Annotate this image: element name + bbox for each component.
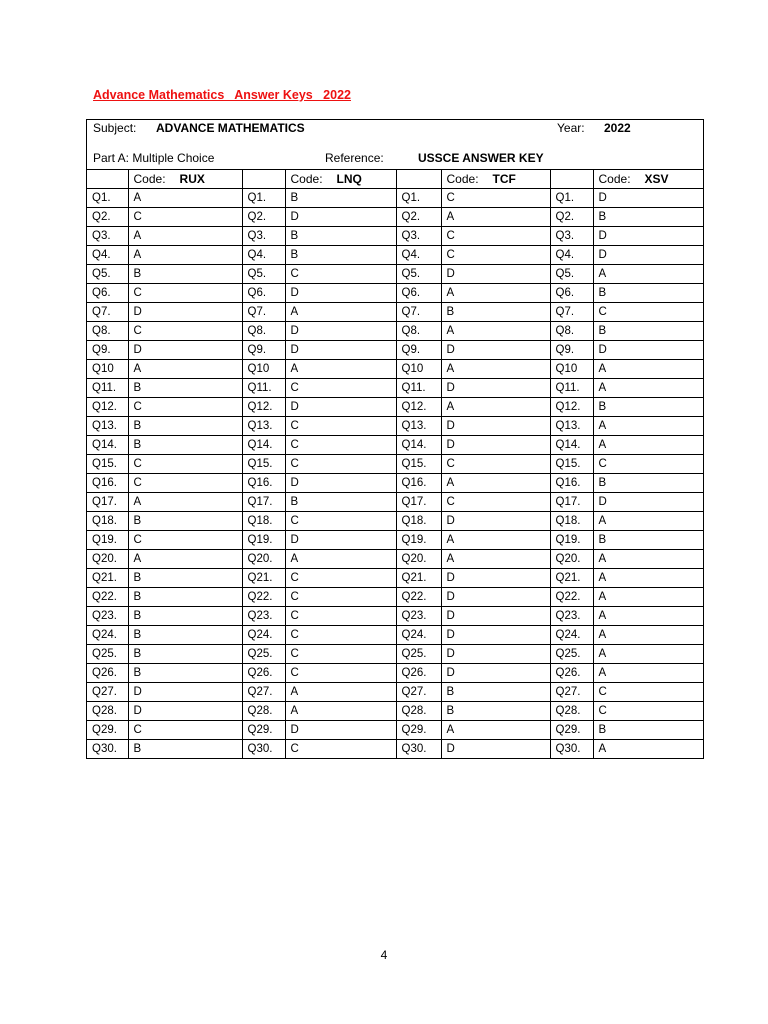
answer-cell: A — [285, 360, 396, 379]
answer-cell: A — [593, 607, 703, 626]
subject-label: Subject: — [93, 121, 137, 135]
question-number: Q11. — [396, 379, 441, 398]
code-label: Code: — [598, 172, 631, 186]
answer-cell: A — [441, 398, 550, 417]
answer-cell: B — [128, 626, 242, 645]
answer-cell: B — [593, 721, 703, 740]
answer-key-sheet — [86, 119, 704, 759]
question-number: Q23. — [396, 607, 441, 626]
answer-cell: C — [285, 455, 396, 474]
question-number: Q22. — [87, 588, 128, 607]
question-number: Q4. — [550, 246, 593, 265]
answer-cell: D — [441, 588, 550, 607]
table-row — [87, 303, 703, 322]
table-row — [87, 740, 703, 759]
question-number: Q7. — [396, 303, 441, 322]
question-number: Q19. — [550, 531, 593, 550]
answer-cell: D — [128, 303, 242, 322]
question-number: Q6. — [242, 284, 285, 303]
answer-cell: D — [441, 379, 550, 398]
answer-cell: C — [285, 379, 396, 398]
question-number: Q30. — [242, 740, 285, 759]
answer-cell: D — [593, 341, 703, 360]
question-number: Q6. — [396, 284, 441, 303]
question-number: Q6. — [550, 284, 593, 303]
answer-cell: C — [128, 455, 242, 474]
question-number: Q13. — [87, 417, 128, 436]
answer-cell: A — [285, 683, 396, 702]
question-number: Q20. — [550, 550, 593, 569]
question-number: Q1. — [87, 189, 128, 208]
question-number: Q26. — [87, 664, 128, 683]
subject-value: ADVANCE MATHEMATICS — [156, 121, 305, 135]
question-number: Q29. — [396, 721, 441, 740]
code-cell-rux — [128, 170, 242, 189]
answer-cell: D — [285, 398, 396, 417]
answer-cell: B — [128, 569, 242, 588]
year-value: 2022 — [604, 121, 631, 135]
code-value: RUX — [179, 172, 205, 186]
question-number: Q24. — [87, 626, 128, 645]
question-number: Q14. — [396, 436, 441, 455]
answer-cell: D — [593, 189, 703, 208]
question-number: Q16. — [87, 474, 128, 493]
answer-cell: A — [285, 550, 396, 569]
question-number: Q12. — [396, 398, 441, 417]
answer-cell: A — [593, 740, 703, 759]
answer-cell: C — [593, 683, 703, 702]
question-number: Q23. — [550, 607, 593, 626]
answer-cell: C — [285, 740, 396, 759]
answer-cell: B — [128, 645, 242, 664]
answer-cell: C — [285, 626, 396, 645]
question-number: Q2. — [396, 208, 441, 227]
answer-cell: A — [285, 702, 396, 721]
code-cell-lnq — [285, 170, 396, 189]
answer-cell: D — [128, 702, 242, 721]
question-number: Q8. — [87, 322, 128, 341]
answer-cell: C — [285, 569, 396, 588]
table-row — [87, 512, 703, 531]
question-number: Q22. — [242, 588, 285, 607]
answer-cell: C — [128, 398, 242, 417]
answer-cell: D — [441, 512, 550, 531]
answer-cell: D — [285, 322, 396, 341]
answer-cell: C — [441, 493, 550, 512]
answer-cell: D — [128, 341, 242, 360]
question-number: Q18. — [87, 512, 128, 531]
question-number: Q12. — [87, 398, 128, 417]
answer-cell: C — [128, 284, 242, 303]
answer-cell: C — [593, 455, 703, 474]
question-number: Q26. — [242, 664, 285, 683]
question-number: Q29. — [550, 721, 593, 740]
answer-cell: B — [593, 322, 703, 341]
answer-cell: D — [285, 531, 396, 550]
answer-cell: D — [441, 569, 550, 588]
question-number: Q29. — [242, 721, 285, 740]
question-number: Q25. — [242, 645, 285, 664]
question-number: Q19. — [87, 531, 128, 550]
question-number: Q15. — [242, 455, 285, 474]
answer-cell: A — [128, 493, 242, 512]
table-row — [87, 189, 703, 208]
code-cell-tcf — [441, 170, 550, 189]
table-row — [87, 455, 703, 474]
answer-cell: B — [128, 588, 242, 607]
question-number: Q3. — [242, 227, 285, 246]
answer-cell: B — [128, 740, 242, 759]
table-row — [87, 360, 703, 379]
table-row — [87, 379, 703, 398]
table-row — [87, 683, 703, 702]
question-number: Q30. — [550, 740, 593, 759]
answer-cell: B — [285, 227, 396, 246]
answer-cell: B — [593, 398, 703, 417]
question-number: Q27. — [396, 683, 441, 702]
table-row — [87, 569, 703, 588]
table-row — [87, 341, 703, 360]
answer-cell: B — [593, 284, 703, 303]
blank-header-cell — [87, 170, 128, 189]
code-value: TCF — [492, 172, 516, 186]
question-number: Q20. — [242, 550, 285, 569]
question-number: Q21. — [550, 569, 593, 588]
answer-cell: C — [441, 246, 550, 265]
question-number: Q23. — [87, 607, 128, 626]
question-number: Q10 — [396, 360, 441, 379]
answer-cell: A — [593, 512, 703, 531]
answer-cell: B — [128, 607, 242, 626]
question-number: Q10 — [87, 360, 128, 379]
question-number: Q3. — [87, 227, 128, 246]
question-number: Q21. — [87, 569, 128, 588]
answer-cell: B — [441, 683, 550, 702]
answer-cell: D — [285, 721, 396, 740]
question-number: Q12. — [550, 398, 593, 417]
answer-cell: C — [285, 588, 396, 607]
question-number: Q3. — [396, 227, 441, 246]
question-number: Q24. — [396, 626, 441, 645]
answer-cell: A — [593, 626, 703, 645]
blank-header-cell — [396, 170, 441, 189]
question-number: Q18. — [550, 512, 593, 531]
answer-cell: A — [441, 208, 550, 227]
answer-cell: D — [593, 493, 703, 512]
table-row — [87, 436, 703, 455]
answer-cell: A — [128, 189, 242, 208]
question-number: Q29. — [87, 721, 128, 740]
answer-cell: B — [593, 474, 703, 493]
table-row — [87, 645, 703, 664]
answer-cell: A — [441, 360, 550, 379]
answer-cell: C — [285, 512, 396, 531]
answer-cell: B — [441, 702, 550, 721]
answer-cell: C — [128, 208, 242, 227]
question-number: Q24. — [550, 626, 593, 645]
question-number: Q27. — [550, 683, 593, 702]
answer-cell: A — [128, 360, 242, 379]
question-number: Q15. — [396, 455, 441, 474]
reference-value: USSCE ANSWER KEY — [418, 151, 544, 165]
year-label: Year: — [557, 121, 585, 135]
answer-cell: A — [128, 246, 242, 265]
table-row — [87, 284, 703, 303]
table-row — [87, 227, 703, 246]
answer-cell: C — [128, 531, 242, 550]
question-number: Q11. — [550, 379, 593, 398]
question-number: Q14. — [242, 436, 285, 455]
answer-cell: A — [593, 569, 703, 588]
question-number: Q30. — [87, 740, 128, 759]
answer-cell: B — [593, 208, 703, 227]
blank-header-cell — [550, 170, 593, 189]
answer-cell: B — [128, 379, 242, 398]
question-number: Q2. — [242, 208, 285, 227]
table-row — [87, 322, 703, 341]
answer-cell: A — [441, 550, 550, 569]
question-number: Q16. — [550, 474, 593, 493]
question-number: Q21. — [396, 569, 441, 588]
question-number: Q22. — [550, 588, 593, 607]
question-number: Q18. — [242, 512, 285, 531]
question-number: Q16. — [396, 474, 441, 493]
question-number: Q20. — [396, 550, 441, 569]
code-label: Code: — [290, 172, 323, 186]
answer-cell: A — [441, 721, 550, 740]
question-number: Q30. — [396, 740, 441, 759]
table-row — [87, 702, 703, 721]
table-row — [87, 531, 703, 550]
answer-cell: C — [441, 189, 550, 208]
question-number: Q26. — [396, 664, 441, 683]
answer-cell: C — [128, 322, 242, 341]
answer-cell: C — [128, 474, 242, 493]
question-number: Q14. — [87, 436, 128, 455]
answer-cell: B — [128, 417, 242, 436]
question-number: Q1. — [550, 189, 593, 208]
answer-cell: B — [128, 436, 242, 455]
question-number: Q12. — [242, 398, 285, 417]
question-number: Q28. — [396, 702, 441, 721]
question-number: Q6. — [87, 284, 128, 303]
question-number: Q7. — [550, 303, 593, 322]
question-number: Q5. — [550, 265, 593, 284]
question-number: Q17. — [550, 493, 593, 512]
document-title: Advance Mathematics Answer Keys 2022 — [93, 88, 351, 102]
reference-label: Reference: — [325, 151, 384, 165]
blank-header-cell — [242, 170, 285, 189]
question-number: Q22. — [396, 588, 441, 607]
question-number: Q4. — [87, 246, 128, 265]
answer-cell: D — [593, 246, 703, 265]
answer-cell: D — [285, 474, 396, 493]
table-row — [87, 664, 703, 683]
question-number: Q27. — [242, 683, 285, 702]
sheet-header — [87, 120, 703, 170]
answer-cell: D — [441, 664, 550, 683]
table-row — [87, 588, 703, 607]
answer-cell: C — [285, 645, 396, 664]
question-number: Q17. — [87, 493, 128, 512]
answer-cell: C — [285, 436, 396, 455]
question-number: Q9. — [242, 341, 285, 360]
answer-cell: C — [285, 607, 396, 626]
question-number: Q19. — [242, 531, 285, 550]
answer-cell: C — [593, 303, 703, 322]
table-row — [87, 626, 703, 645]
table-row — [87, 607, 703, 626]
answer-cell: A — [593, 664, 703, 683]
part-label: Part A: Multiple Choice — [93, 151, 215, 165]
table-row — [87, 208, 703, 227]
answer-cell: A — [593, 645, 703, 664]
question-number: Q13. — [550, 417, 593, 436]
answer-cell: A — [593, 265, 703, 284]
question-number: Q25. — [550, 645, 593, 664]
code-header-row — [87, 170, 703, 189]
question-number: Q17. — [396, 493, 441, 512]
question-number: Q5. — [396, 265, 441, 284]
question-number: Q9. — [87, 341, 128, 360]
answer-cell: A — [441, 474, 550, 493]
answer-cell: D — [441, 626, 550, 645]
answer-cell: C — [593, 702, 703, 721]
answer-cell: A — [441, 284, 550, 303]
answer-cell: C — [285, 664, 396, 683]
answer-cell: B — [128, 664, 242, 683]
answer-cell: D — [128, 683, 242, 702]
table-row — [87, 550, 703, 569]
question-number: Q4. — [396, 246, 441, 265]
question-number: Q2. — [87, 208, 128, 227]
question-number: Q3. — [550, 227, 593, 246]
answer-cell: A — [441, 322, 550, 341]
question-number: Q7. — [87, 303, 128, 322]
answer-cell: B — [285, 493, 396, 512]
answer-cell: B — [593, 531, 703, 550]
answer-cell: B — [441, 303, 550, 322]
question-number: Q26. — [550, 664, 593, 683]
question-number: Q9. — [550, 341, 593, 360]
question-number: Q18. — [396, 512, 441, 531]
answer-cell: D — [285, 284, 396, 303]
code-label: Code: — [133, 172, 166, 186]
answer-cell: A — [593, 436, 703, 455]
question-number: Q21. — [242, 569, 285, 588]
question-number: Q8. — [550, 322, 593, 341]
question-number: Q24. — [242, 626, 285, 645]
question-number: Q11. — [87, 379, 128, 398]
question-number: Q1. — [396, 189, 441, 208]
question-number: Q28. — [87, 702, 128, 721]
answer-cell: C — [285, 417, 396, 436]
question-number: Q1. — [242, 189, 285, 208]
question-number: Q2. — [550, 208, 593, 227]
question-number: Q11. — [242, 379, 285, 398]
answer-cell: A — [128, 550, 242, 569]
question-number: Q23. — [242, 607, 285, 626]
question-number: Q28. — [550, 702, 593, 721]
answer-cell: A — [593, 588, 703, 607]
question-number: Q8. — [242, 322, 285, 341]
question-number: Q17. — [242, 493, 285, 512]
answer-cell: D — [441, 341, 550, 360]
answer-cell: D — [285, 208, 396, 227]
answer-cell: C — [441, 227, 550, 246]
question-number: Q13. — [242, 417, 285, 436]
question-number: Q15. — [87, 455, 128, 474]
question-number: Q7. — [242, 303, 285, 322]
answer-cell: D — [441, 436, 550, 455]
answer-cell: B — [285, 189, 396, 208]
answer-cell: D — [441, 265, 550, 284]
table-row — [87, 721, 703, 740]
answer-cell: C — [285, 265, 396, 284]
answer-cell: A — [128, 227, 242, 246]
question-number: Q25. — [87, 645, 128, 664]
answer-cell: A — [441, 531, 550, 550]
answer-cell: D — [441, 607, 550, 626]
question-number: Q16. — [242, 474, 285, 493]
answer-cell: D — [441, 740, 550, 759]
answer-cell: B — [128, 512, 242, 531]
table-row — [87, 417, 703, 436]
answer-cell: A — [285, 303, 396, 322]
page-number: 4 — [380, 948, 388, 962]
answer-cell: A — [593, 360, 703, 379]
question-number: Q15. — [550, 455, 593, 474]
answer-cell: A — [593, 379, 703, 398]
question-number: Q10 — [550, 360, 593, 379]
code-label: Code: — [446, 172, 479, 186]
answer-cell: D — [285, 341, 396, 360]
question-number: Q5. — [242, 265, 285, 284]
answer-cell: D — [593, 227, 703, 246]
answer-cell: B — [128, 265, 242, 284]
answer-cell: C — [441, 455, 550, 474]
answer-cell: D — [441, 417, 550, 436]
question-number: Q25. — [396, 645, 441, 664]
code-cell-xsv — [593, 170, 703, 189]
answer-cell: D — [441, 645, 550, 664]
table-row — [87, 474, 703, 493]
question-number: Q9. — [396, 341, 441, 360]
answer-cell: A — [593, 417, 703, 436]
code-value: LNQ — [336, 172, 362, 186]
question-number: Q5. — [87, 265, 128, 284]
question-number: Q28. — [242, 702, 285, 721]
table-row — [87, 398, 703, 417]
question-number: Q10 — [242, 360, 285, 379]
question-number: Q14. — [550, 436, 593, 455]
question-number: Q19. — [396, 531, 441, 550]
code-value: XSV — [644, 172, 669, 186]
question-number: Q20. — [87, 550, 128, 569]
answer-key-table — [87, 170, 703, 758]
answer-cell: C — [128, 721, 242, 740]
table-row — [87, 265, 703, 284]
question-number: Q13. — [396, 417, 441, 436]
table-row — [87, 493, 703, 512]
answer-cell: B — [285, 246, 396, 265]
answer-cell: A — [593, 550, 703, 569]
question-number: Q4. — [242, 246, 285, 265]
table-row — [87, 246, 703, 265]
question-number: Q27. — [87, 683, 128, 702]
question-number: Q8. — [396, 322, 441, 341]
